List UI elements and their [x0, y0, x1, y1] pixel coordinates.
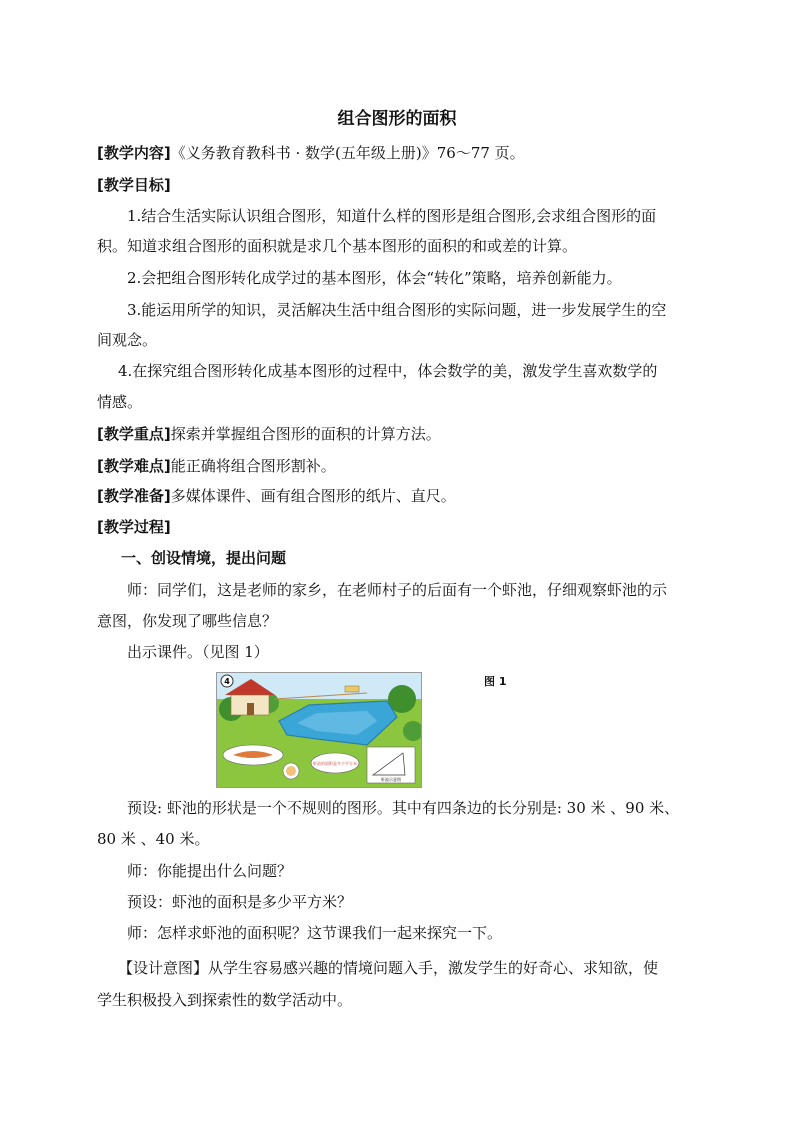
character-face-icon — [286, 766, 296, 776]
teaching-content-label: [教学内容] — [97, 144, 171, 162]
difficulty-label: [教学难点] — [97, 457, 171, 475]
paragraph-4: 师：你能提出什么问题？ — [127, 862, 293, 880]
paragraph-7-line-2: 学生积极投入到探索性的数学活动中。 — [97, 991, 353, 1009]
goal-2-line-1: 2.会把组合图形转化成学过的基本图形，体会“转化”策略，培养创新能力。 — [127, 269, 622, 287]
paragraph-6: 师：怎样求虾池的面积呢？这节课我们一起来探究一下。 — [127, 924, 503, 942]
paragraph-3-line-2: 80 米 、40 米。 — [97, 830, 210, 848]
goal-3-line-1: 3.能运用所学的知识，灵活解决生活中组合图形的实际问题，进一步发展学生的空 — [127, 301, 667, 319]
house-door — [247, 703, 254, 715]
difficulty-text: 能正确将组合图形割补。 — [170, 457, 336, 475]
paragraph-7-line-1: 【设计意图】从学生容易感兴趣的情境问题入手，激发学生的好奇心、求知欲，使 — [118, 959, 659, 977]
goal-1-line-1: 1.结合生活实际认识组合图形，知道什么样的图形是组合图形,会求组合图形的面 — [127, 207, 657, 225]
teaching-content — [97, 143, 525, 163]
goal-3-line-2: 间观念。 — [97, 331, 158, 349]
paragraph-1-line-1: 师：同学们，这是老师的家乡，在老师村子的后面有一个虾池，仔细观察虾池的示 — [127, 581, 668, 599]
preparation — [97, 486, 456, 506]
pond-illustration-svg — [217, 673, 421, 787]
paragraph-1-line-2: 意图，你发现了哪些信息？ — [97, 612, 278, 630]
paragraph-2: 出示课件。（见图 1） — [127, 643, 269, 661]
page-title: 组合图形的面积 — [337, 109, 457, 129]
goal-4-line-1: 4.在探究组合图形转化成基本图形的过程中，体会数学的美，激发学生喜欢数学的 — [118, 362, 658, 380]
sign — [345, 686, 359, 692]
key-point — [97, 424, 441, 444]
key-point-text: 探索并掌握组合图形的面积的计算方法。 — [170, 425, 441, 443]
process-heading: [教学过程] — [97, 518, 171, 536]
goal-4-line-2: 情感。 — [97, 393, 143, 411]
pond-illustration — [216, 672, 422, 788]
paragraph-3-line-1: 预设: 虾池的形状是一个不规则的图形。其中有四条边的长分别是: 30 米 、90 米、 — [127, 799, 680, 817]
goals-heading: [教学目标] — [97, 176, 171, 194]
page-number: 4 — [224, 677, 230, 686]
teaching-content-text: 《义务教育教科书 · 数学(五年级上册)》76～77 页。 — [170, 144, 525, 162]
figure-label: 图 1 — [484, 675, 507, 688]
paragraph-5: 预设：虾池的面积是多少平方米？ — [127, 893, 353, 911]
pond-plan-caption: 虾池示意图 — [381, 777, 401, 782]
speech-bubble-text: 虾池的面积是多少平方米 — [313, 761, 357, 766]
goal-1-line-2: 积。知道求组合图形的面积就是求几个基本图形的面积的和或差的计算。 — [97, 237, 578, 255]
difficulty — [97, 456, 336, 476]
key-point-label: [教学重点] — [97, 425, 171, 443]
section-1-heading: 一、创设情境，提出问题 — [121, 549, 287, 567]
preparation-label: [教学准备] — [97, 487, 171, 505]
preparation-text: 多媒体课件、画有组合图形的纸片、直尺。 — [170, 487, 456, 505]
